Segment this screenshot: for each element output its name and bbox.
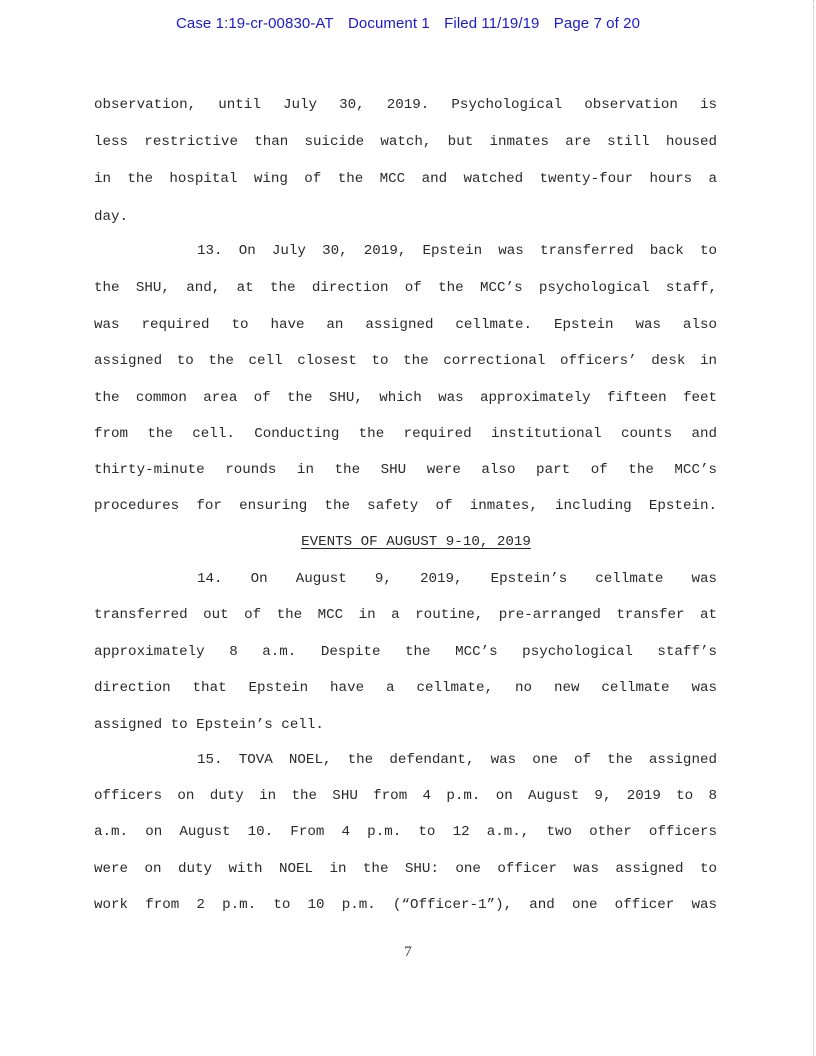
- body-line: work from 2 p.m. to 10 p.m. (“Officer-1”), and one officer was: [94, 897, 717, 913]
- body-line: less restrictive than suicide watch, but inmates are still housed: [94, 134, 717, 150]
- document-number: Document 1: [347, 15, 430, 32]
- body-line: in the hospital wing of the MCC and watched twenty-four hours a: [94, 171, 717, 187]
- body-line: from the cell. Conducting the required institutional counts and: [94, 426, 717, 442]
- paragraph-14-start: 14. On August 9, 2019, Epstein’s cellmate was: [197, 571, 717, 587]
- body-line: the common area of the SHU, which was approximately fifteen feet: [94, 390, 717, 406]
- body-line: was required to have an assigned cellmate. Epstein was also: [94, 317, 717, 333]
- body-line: direction that Epstein have a cellmate, no new cellmate was: [94, 680, 717, 696]
- section-heading-text: EVENTS OF AUGUST 9-10, 2019: [301, 534, 531, 550]
- page-edge: [812, 0, 814, 1056]
- case-number: Case 1:19-cr-00830-AT: [175, 15, 334, 32]
- body-line: thirty-minute rounds in the SHU were also part of the MCC’s: [94, 462, 717, 478]
- body-line: were on duty with NOEL in the SHU: one officer was assigned to: [94, 861, 717, 877]
- section-heading: [0, 533, 816, 551]
- body-line: observation, until July 30, 2019. Psychological observation is: [94, 97, 717, 113]
- page-indicator: Page 7 of 20: [553, 15, 641, 32]
- paragraph-13-start: 13. On July 30, 2019, Epstein was transferred back to: [197, 243, 717, 259]
- body-line: assigned to Epstein’s cell.: [94, 717, 324, 733]
- body-line: procedures for ensuring the safety of inmates, including Epstein.: [94, 498, 717, 514]
- body-line: officers on duty in the SHU from 4 p.m. on August 9, 2019 to 8: [94, 788, 717, 804]
- filed-date: Filed 11/19/19: [444, 15, 540, 32]
- body-line: the SHU, and, at the direction of the MCC’s psychological staff,: [94, 280, 717, 296]
- body-line: assigned to the cell closest to the correctional officers’ desk in: [94, 353, 717, 369]
- body-line: transferred out of the MCC in a routine, pre-arranged transfer at: [94, 607, 717, 623]
- paragraph-15-start: 15. TOVA NOEL, the defendant, was one of the assigned: [197, 752, 717, 768]
- body-line: approximately 8 a.m. Despite the MCC’s psychological staff’s: [94, 644, 717, 660]
- body-line: a.m. on August 10. From 4 p.m. to 12 a.m., two other officers: [94, 824, 717, 840]
- case-header: [0, 15, 816, 32]
- body-line: day.: [94, 209, 129, 225]
- page-number: 7: [404, 944, 412, 960]
